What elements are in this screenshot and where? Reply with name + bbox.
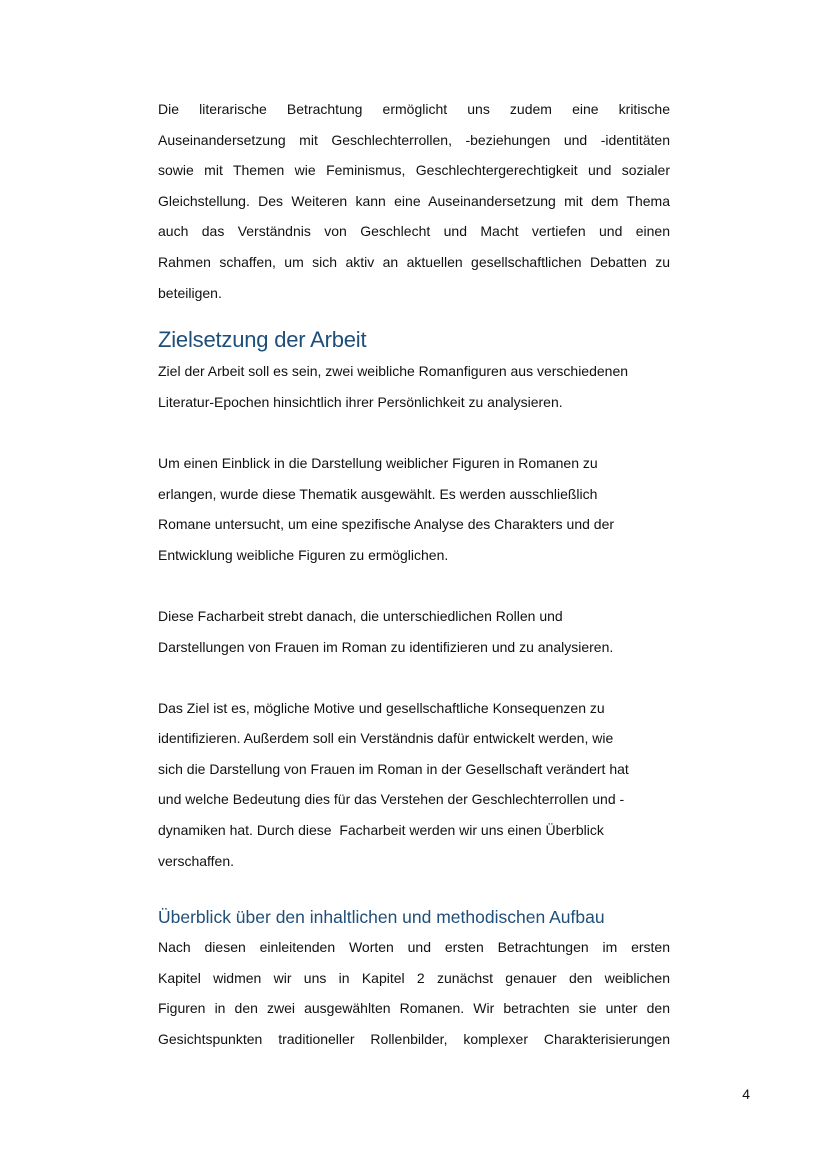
text-line: sowie mit Themen wie Feminismus, Geschlechtergerechtigkeit und sozialer bbox=[158, 162, 670, 179]
section-heading-ueberblick: Überblick über den inhaltlichen und methodischen Aufbau bbox=[158, 907, 605, 928]
text-line: beteiligen. bbox=[158, 284, 222, 301]
text-line: dynamiken hat. Durch diese Facharbeit werden wir uns einen Überblick bbox=[158, 822, 604, 839]
paragraph-gap bbox=[158, 662, 670, 693]
text-line: Diese Facharbeit strebt danach, die unterschiedlichen Rollen und bbox=[158, 607, 563, 624]
text-line: Romane untersucht, um eine spezifische Analyse des Charakters und der bbox=[158, 516, 615, 533]
text-line: Nach diesen einleitenden Worten und ersten Betrachtungen im ersten bbox=[158, 939, 670, 956]
text-line: auch das Verständnis von Geschlecht und Macht vertiefen und einen bbox=[158, 223, 670, 240]
text-line: Figuren in den zwei ausgewählten Romanen. Wir betrachten sie unter den bbox=[158, 1000, 670, 1017]
intro-paragraph bbox=[158, 94, 670, 308]
section-heading-zielsetzung: Zielsetzung der Arbeit bbox=[158, 327, 367, 353]
text-line: erlangen, wurde diese Thematik ausgewählt. Es werden ausschließlich bbox=[158, 485, 598, 502]
paragraph-gap bbox=[158, 570, 670, 601]
section2-paragraph-1 bbox=[158, 932, 670, 1054]
text-line: Ziel der Arbeit soll es sein, zwei weibliche Romanfiguren aus verschiedenen bbox=[158, 363, 629, 380]
text-line: Entwicklung weibliche Figuren zu ermöglichen. bbox=[158, 546, 449, 563]
text-line: Auseinandersetzung mit Geschlechterrollen, -beziehungen und -identitäten bbox=[158, 131, 670, 148]
text-line: verschaffen. bbox=[158, 852, 235, 869]
text-line: sich die Darstellung von Frauen im Roman in der Gesellschaft verändert hat bbox=[158, 760, 629, 777]
text-line: Gesichtspunkten traditioneller Rollenbilder, komplexer Charakterisierungen bbox=[158, 1031, 670, 1048]
text-line: identifizieren. Außerdem soll ein Verständnis dafür entwickelt werden, wie bbox=[158, 730, 614, 747]
text-line: Literatur-Epochen hinsichtlich ihrer Persönlichkeit zu analysieren. bbox=[158, 393, 563, 410]
section1-paragraph-1 bbox=[158, 356, 670, 417]
text-line: Das Ziel ist es, mögliche Motive und gesellschaftliche Konsequenzen zu bbox=[158, 699, 605, 716]
text-line: Rahmen schaffen, um sich aktiv an aktuellen gesellschaftlichen Debatten zu bbox=[158, 253, 670, 270]
text-line: Um einen Einblick in die Darstellung weiblicher Figuren in Romanen zu bbox=[158, 454, 598, 471]
text-line: Darstellungen von Frauen im Roman zu identifizieren und zu analysieren. bbox=[158, 638, 614, 655]
section1-paragraph-4 bbox=[158, 693, 670, 877]
section1-paragraph-3 bbox=[158, 601, 670, 662]
paragraph-gap bbox=[158, 417, 670, 448]
section1-paragraph-2 bbox=[158, 448, 670, 570]
text-line: Gleichstellung. Des Weiteren kann eine Auseinandersetzung mit dem Thema bbox=[158, 192, 670, 209]
text-line: und welche Bedeutung dies für das Verstehen der Geschlechterrollen und - bbox=[158, 791, 625, 808]
text-line: Die literarische Betrachtung ermöglicht uns zudem eine kritische bbox=[158, 101, 670, 117]
text-line: Kapitel widmen wir uns in Kapitel 2 zunächst genauer den weiblichen bbox=[158, 969, 670, 986]
page-number: 4 bbox=[742, 1086, 750, 1102]
page-content bbox=[158, 94, 670, 1055]
